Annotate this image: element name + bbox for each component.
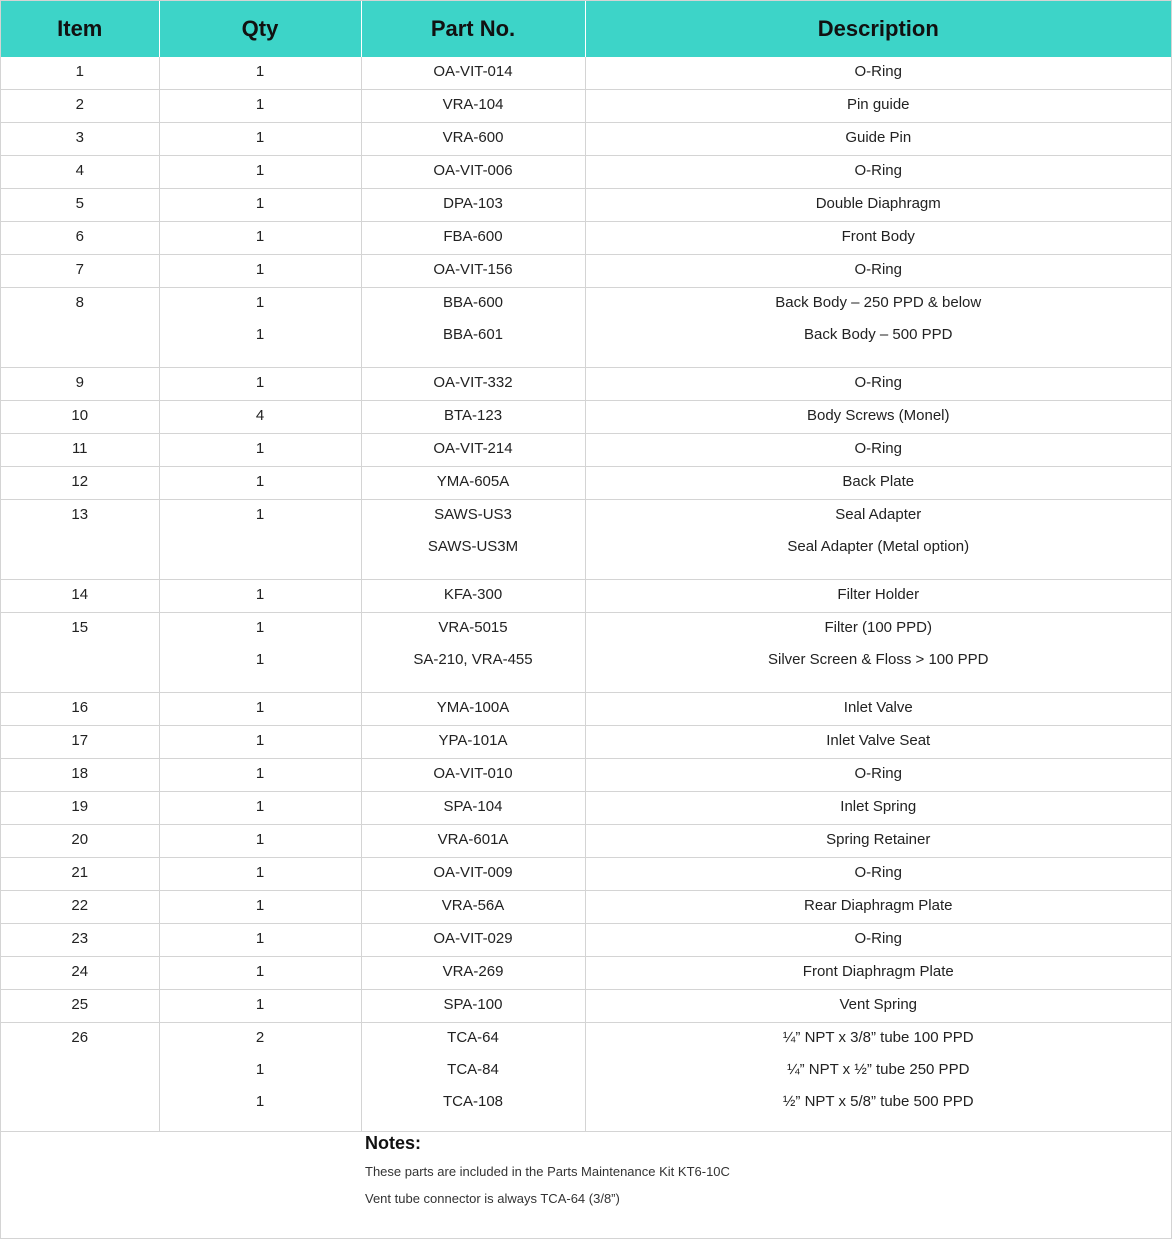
description-line: ¼” NPT x ½” tube 250 PPD <box>787 1061 970 1078</box>
table-row <box>1 123 1171 156</box>
part-no-line: VRA-5015 <box>438 619 508 636</box>
qty-line: 1 <box>255 798 265 815</box>
description-line: ¼” NPT x 3/8” tube 100 PPD <box>782 1029 974 1046</box>
qty-cell <box>159 57 361 90</box>
table-row <box>1 825 1171 858</box>
notes-line-kit: These parts are included in the Parts Maintenance Kit KT6-10C <box>365 1164 730 1179</box>
table-row <box>1 1023 1171 1132</box>
description-cell <box>585 759 1171 792</box>
part-no-cell <box>361 957 585 990</box>
qty-line: 2 <box>255 1029 265 1046</box>
item-cell <box>1 500 159 580</box>
part-no-cell <box>361 990 585 1023</box>
item-number: 25 <box>71 996 89 1013</box>
qty-line: 1 <box>255 897 265 914</box>
qty-line <box>160 532 361 564</box>
part-no-cell <box>361 222 585 255</box>
qty-cell <box>159 580 361 613</box>
description-line: O-Ring <box>854 63 902 80</box>
part-no-line: YMA-605A <box>436 473 510 490</box>
part-no-line: OA-VIT-010 <box>433 765 513 782</box>
item-number: 9 <box>75 374 84 391</box>
item-number: 21 <box>71 864 89 881</box>
header-description: Description <box>585 1 1171 57</box>
part-no-line: TCA-108 <box>442 1093 504 1110</box>
qty-line: 1 <box>255 195 265 212</box>
description-line: Body Screws (Monel) <box>806 407 950 424</box>
table-row <box>1 726 1171 759</box>
description-line: O-Ring <box>854 374 902 391</box>
table-row <box>1 613 1171 693</box>
table-row <box>1 924 1171 957</box>
item-number: 14 <box>71 586 89 603</box>
item-number: 13 <box>71 506 89 523</box>
part-no-line: OA-VIT-009 <box>433 864 513 881</box>
item-cell <box>1 90 159 123</box>
part-no-cell <box>361 189 585 222</box>
item-number: 3 <box>75 129 84 146</box>
table-row <box>1 500 1171 580</box>
part-no-line: OA-VIT-332 <box>433 374 513 391</box>
table-row <box>1 580 1171 613</box>
header-part-no: Part No. <box>361 1 585 57</box>
description-line: Silver Screen & Floss > 100 PPD <box>767 651 989 668</box>
part-no-line: SAWS-US3 <box>434 506 512 523</box>
item-number: 8 <box>75 294 84 311</box>
description-line: O-Ring <box>854 864 902 881</box>
item-number: 19 <box>71 798 89 815</box>
part-no-line: OA-VIT-014 <box>433 63 513 80</box>
part-no-cell <box>361 401 585 434</box>
parts-table <box>1 1 1171 1132</box>
qty-cell <box>159 500 361 580</box>
description-line: Seal Adapter <box>835 506 922 523</box>
qty-cell <box>159 957 361 990</box>
item-cell <box>1 759 159 792</box>
qty-line: 1 <box>255 1093 265 1110</box>
qty-cell <box>159 90 361 123</box>
qty-line: 1 <box>255 162 265 179</box>
table-row <box>1 858 1171 891</box>
item-cell <box>1 693 159 726</box>
part-no-line: KFA-300 <box>443 586 503 603</box>
item-number: 23 <box>71 930 89 947</box>
item-number: 4 <box>75 162 84 179</box>
part-no-line: VRA-601A <box>437 831 509 848</box>
description-line: O-Ring <box>854 930 902 947</box>
item-cell <box>1 401 159 434</box>
qty-cell <box>159 189 361 222</box>
part-no-line: BBA-600 <box>442 294 504 311</box>
qty-line: 1 <box>255 129 265 146</box>
table-row <box>1 957 1171 990</box>
description-line: Back Body – 250 PPD & below <box>775 294 982 311</box>
description-line: O-Ring <box>854 440 902 457</box>
table-row <box>1 891 1171 924</box>
part-no-line: SA-210, VRA-455 <box>413 651 533 668</box>
description-line: Filter Holder <box>837 586 920 603</box>
part-no-line: OA-VIT-156 <box>433 261 513 278</box>
qty-cell <box>159 467 361 500</box>
qty-cell <box>159 759 361 792</box>
item-number: 12 <box>71 473 89 490</box>
part-no-cell <box>361 580 585 613</box>
part-no-line: SPA-104 <box>443 798 503 815</box>
qty-cell <box>159 255 361 288</box>
table-body <box>1 57 1171 1132</box>
qty-line: 1 <box>255 651 265 668</box>
part-no-cell <box>361 255 585 288</box>
table-row <box>1 368 1171 401</box>
item-number: 11 <box>71 440 88 457</box>
table-row <box>1 57 1171 90</box>
item-cell <box>1 825 159 858</box>
table-row <box>1 156 1171 189</box>
header-qty: Qty <box>159 1 361 57</box>
qty-cell <box>159 990 361 1023</box>
description-cell <box>585 726 1171 759</box>
item-cell <box>1 957 159 990</box>
part-no-cell <box>361 759 585 792</box>
qty-cell <box>159 123 361 156</box>
description-cell <box>585 401 1171 434</box>
qty-line: 1 <box>255 1061 265 1078</box>
part-no-line: SPA-100 <box>443 996 503 1013</box>
qty-cell <box>159 156 361 189</box>
qty-cell <box>159 825 361 858</box>
item-number: 6 <box>75 228 84 245</box>
part-no-line: YPA-101A <box>438 732 508 749</box>
part-no-line: BTA-123 <box>443 407 503 424</box>
description-cell <box>585 825 1171 858</box>
description-cell <box>585 1023 1171 1132</box>
item-cell <box>1 792 159 825</box>
part-no-line: VRA-104 <box>442 96 504 113</box>
item-number: 5 <box>75 195 84 212</box>
part-no-cell <box>361 792 585 825</box>
qty-line: 1 <box>255 374 265 391</box>
description-line: O-Ring <box>854 765 902 782</box>
description-cell <box>585 90 1171 123</box>
part-no-cell <box>361 726 585 759</box>
description-line: Spring Retainer <box>826 831 931 848</box>
description-cell <box>585 467 1171 500</box>
qty-cell <box>159 726 361 759</box>
part-no-cell <box>361 891 585 924</box>
item-cell <box>1 57 159 90</box>
part-no-cell <box>361 613 585 693</box>
item-cell <box>1 924 159 957</box>
table-row <box>1 467 1171 500</box>
description-cell <box>585 580 1171 613</box>
part-no-cell <box>361 825 585 858</box>
item-number: 26 <box>71 1029 89 1046</box>
item-cell <box>1 726 159 759</box>
part-no-cell <box>361 467 585 500</box>
description-cell <box>585 368 1171 401</box>
description-cell <box>585 434 1171 467</box>
description-cell <box>585 255 1171 288</box>
item-cell <box>1 580 159 613</box>
description-cell <box>585 891 1171 924</box>
description-line: Vent Spring <box>839 996 918 1013</box>
description-cell <box>585 189 1171 222</box>
qty-cell <box>159 924 361 957</box>
description-cell <box>585 222 1171 255</box>
item-number: 22 <box>71 897 89 914</box>
part-no-line: DPA-103 <box>443 195 503 212</box>
description-cell <box>585 858 1171 891</box>
qty-cell <box>159 1023 361 1132</box>
description-cell <box>585 500 1171 580</box>
table-row <box>1 222 1171 255</box>
part-no-cell <box>361 924 585 957</box>
item-cell <box>1 368 159 401</box>
qty-line: 1 <box>255 294 265 311</box>
item-cell <box>1 156 159 189</box>
description-line: Double Diaphragm <box>815 195 941 212</box>
part-no-line: YMA-100A <box>436 699 510 716</box>
item-cell <box>1 1023 159 1132</box>
notes-line-vent: Vent tube connector is always TCA-64 (3/8”) <box>365 1191 620 1206</box>
part-no-cell <box>361 123 585 156</box>
description-line: Inlet Valve Seat <box>826 732 931 749</box>
part-no-line: OA-VIT-214 <box>433 440 513 457</box>
description-line: Rear Diaphragm Plate <box>804 897 953 914</box>
qty-cell <box>159 891 361 924</box>
item-cell <box>1 222 159 255</box>
item-cell <box>1 434 159 467</box>
description-line: Inlet Spring <box>840 798 917 815</box>
description-cell <box>585 613 1171 693</box>
qty-cell <box>159 613 361 693</box>
description-line: O-Ring <box>854 261 902 278</box>
qty-line: 1 <box>255 586 265 603</box>
part-no-line: VRA-56A <box>441 897 505 914</box>
qty-line: 1 <box>255 864 265 881</box>
qty-line: 1 <box>255 261 265 278</box>
qty-cell <box>159 368 361 401</box>
description-line: Back Body – 500 PPD <box>804 326 953 343</box>
table-row <box>1 990 1171 1023</box>
part-no-cell <box>361 1023 585 1132</box>
qty-line: 1 <box>255 963 265 980</box>
part-no-line: TCA-64 <box>447 1029 499 1046</box>
item-cell <box>1 613 159 693</box>
table-header <box>1 1 1171 57</box>
table-row <box>1 288 1171 368</box>
qty-line: 1 <box>255 930 265 947</box>
table-row <box>1 434 1171 467</box>
part-no-cell <box>361 693 585 726</box>
description-cell <box>585 123 1171 156</box>
item-number: 20 <box>71 831 89 848</box>
description-cell <box>585 924 1171 957</box>
qty-line: 1 <box>255 765 265 782</box>
table-row <box>1 693 1171 726</box>
part-no-line: VRA-600 <box>442 129 504 146</box>
part-no-line: BBA-601 <box>442 326 504 343</box>
description-line: Filter (100 PPD) <box>824 619 933 636</box>
description-cell <box>585 990 1171 1023</box>
notes-section <box>365 1133 1065 1216</box>
item-cell <box>1 189 159 222</box>
description-line: Guide Pin <box>845 129 912 146</box>
part-no-cell <box>361 156 585 189</box>
description-line: Inlet Valve <box>843 699 913 716</box>
description-cell <box>585 792 1171 825</box>
item-cell <box>1 990 159 1023</box>
table-row <box>1 90 1171 123</box>
qty-line: 1 <box>255 440 265 457</box>
table-row <box>1 255 1171 288</box>
qty-line: 1 <box>255 326 265 343</box>
item-number: 18 <box>71 765 89 782</box>
qty-line: 1 <box>255 831 265 848</box>
description-line: ½” NPT x 5/8” tube 500 PPD <box>782 1093 974 1110</box>
item-number: 24 <box>71 963 89 980</box>
part-no-line: TCA-84 <box>447 1061 499 1078</box>
item-cell <box>1 288 159 368</box>
item-cell <box>1 858 159 891</box>
description-line: Back Plate <box>842 473 915 490</box>
qty-line: 1 <box>255 732 265 749</box>
qty-line: 1 <box>255 96 265 113</box>
qty-cell <box>159 288 361 368</box>
description-line: Front Diaphragm Plate <box>802 963 954 980</box>
part-no-cell <box>361 57 585 90</box>
item-cell <box>1 123 159 156</box>
qty-line: 1 <box>255 996 265 1013</box>
description-line: O-Ring <box>854 162 902 179</box>
part-no-cell <box>361 90 585 123</box>
description-cell <box>585 156 1171 189</box>
part-no-line: OA-VIT-029 <box>433 930 513 947</box>
table-row <box>1 792 1171 825</box>
part-no-line: OA-VIT-006 <box>433 162 513 179</box>
table-row <box>1 189 1171 222</box>
item-number: 1 <box>75 63 84 80</box>
qty-line: 1 <box>255 506 265 523</box>
qty-cell <box>159 434 361 467</box>
part-no-line: SAWS-US3M <box>427 538 519 555</box>
item-cell <box>1 255 159 288</box>
part-no-cell <box>361 368 585 401</box>
qty-cell <box>159 858 361 891</box>
notes-title: Notes: <box>365 1133 422 1153</box>
qty-cell <box>159 222 361 255</box>
qty-line: 1 <box>255 473 265 490</box>
qty-cell <box>159 792 361 825</box>
part-no-cell <box>361 288 585 368</box>
item-cell <box>1 891 159 924</box>
table-row <box>1 401 1171 434</box>
description-line: Front Body <box>841 228 915 245</box>
part-no-cell <box>361 434 585 467</box>
item-number: 10 <box>71 407 89 424</box>
item-number: 15 <box>71 619 89 636</box>
description-line: Pin guide <box>846 96 910 113</box>
qty-cell <box>159 693 361 726</box>
description-line: Seal Adapter (Metal option) <box>787 538 970 555</box>
description-cell <box>585 957 1171 990</box>
item-number: 2 <box>75 96 84 113</box>
item-cell <box>1 467 159 500</box>
qty-line: 4 <box>255 407 265 424</box>
qty-line: 1 <box>255 63 265 80</box>
item-number: 16 <box>71 699 89 716</box>
qty-cell <box>159 401 361 434</box>
table-row <box>1 759 1171 792</box>
description-cell <box>585 288 1171 368</box>
part-no-line: FBA-600 <box>443 228 503 245</box>
qty-line: 1 <box>255 619 265 636</box>
qty-line: 1 <box>255 699 265 716</box>
part-no-line: VRA-269 <box>442 963 504 980</box>
item-number: 7 <box>75 261 84 278</box>
part-no-cell <box>361 858 585 891</box>
part-no-cell <box>361 500 585 580</box>
qty-line: 1 <box>255 228 265 245</box>
item-number: 17 <box>71 732 89 749</box>
header-item: Item <box>1 1 159 57</box>
description-cell <box>585 57 1171 90</box>
description-cell <box>585 693 1171 726</box>
